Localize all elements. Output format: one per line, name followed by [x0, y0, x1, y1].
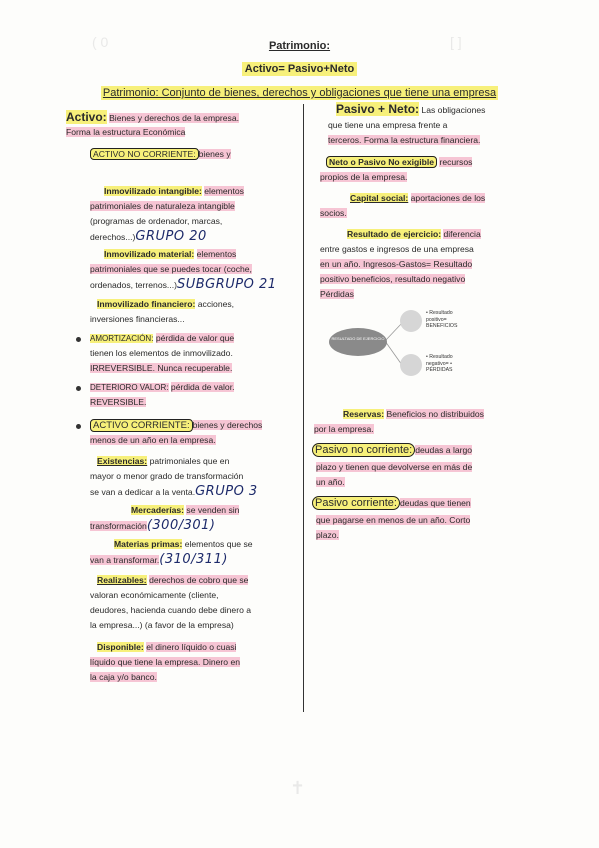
- activo-corriente: ACTIVO CORRIENTE: bienes y derechos: [90, 418, 262, 433]
- pasivo-neto-heading: Pasivo + Neto: Las obligaciones: [336, 102, 486, 116]
- bleed-through-mark: ( 0: [92, 34, 109, 50]
- activo-no-corriente: ACTIVO NO CORRIENTE: bienes y: [90, 147, 231, 162]
- material-line: patrimoniales que se puedes tocar (coche,: [90, 264, 252, 274]
- mercaderias: Mercaderías: se venden sin: [131, 505, 240, 515]
- pasivo-corriente: Pasivo corriente: deudas que tienen: [312, 496, 471, 511]
- capital-social: Capital social: aportaciones de los: [350, 193, 486, 203]
- bullet-marker: [76, 424, 81, 429]
- deterioro-line: REVERSIBLE.: [90, 397, 147, 407]
- pasivo-no-corriente-line: plazo y tienen que devolverse en más de: [316, 462, 473, 472]
- pasivo-corriente-line: plazo.: [316, 530, 339, 540]
- reservas-line: por la empresa.: [314, 424, 374, 434]
- material-line: ordenados, terrenos...)SUBGRUPO 21: [90, 277, 277, 292]
- reservas: Reservas: Beneficios no distribuidos: [343, 409, 484, 419]
- activo-corriente-line: menos de un año en la empresa.: [90, 435, 216, 445]
- resultado-line: Pérdidas: [320, 289, 354, 299]
- mercaderias-line: transformación(300/301): [90, 518, 216, 533]
- intangible-line: (programas de ordenador, marcas,: [90, 216, 223, 226]
- realizables: Realizables: derechos de cobro que se: [97, 575, 249, 585]
- pasivo-no-corriente: Pasivo no corriente: deudas a largo: [312, 443, 472, 458]
- realizables-line: deudores, hacienda cuando debe dinero a: [90, 605, 252, 615]
- pasivo-corriente-line: que pagarse en menos de un año. Corto: [316, 515, 471, 525]
- existencias-line: mayor o menor grado de transformación: [90, 471, 244, 481]
- materias-primas-line: van a transformar.(310/311): [90, 552, 228, 567]
- realizables-line: la empresa...) (a favor de la empresa): [90, 620, 234, 630]
- inmovilizado-intangible: Inmovilizado intangible: elementos: [104, 186, 244, 196]
- disponible-line: líquido que tiene la empresa. Dinero en: [90, 657, 241, 667]
- pasivo-no-corriente-line: un año.: [316, 477, 345, 487]
- inmovilizado-financiero: Inmovilizado financiero: acciones,: [97, 299, 235, 309]
- patrimonio-definition: Patrimonio: Conjunto de bienes, derechos y obligaciones que tiene una empresa: [102, 87, 497, 99]
- activo-heading: Activo: Bienes y derechos de la empresa.: [66, 110, 239, 124]
- diagram-center-node: RESULTADO DE EJERCICIO: [329, 328, 387, 356]
- pasivo-neto-line: que tiene una empresa frente a: [328, 120, 448, 130]
- bullet-marker: [76, 386, 81, 391]
- existencias: Existencias: patrimoniales que en: [97, 456, 230, 466]
- financiero-line: inversiones financieras...: [90, 314, 185, 324]
- intangible-line: patrimoniales de naturaleza intangible: [90, 201, 235, 211]
- capital-social-line: socios.: [320, 208, 347, 218]
- realizables-line: valoran económicamente (cliente,: [90, 590, 219, 600]
- amortizacion-line: IRREVERSIBLE. Nunca recuperable.: [90, 363, 233, 373]
- bullet-marker: [76, 337, 81, 342]
- resultado-line: entre gastos e ingresos de una empresa: [320, 244, 474, 254]
- amortizacion-line: tienen los elementos de inmovilizado.: [90, 348, 233, 358]
- intangible-line: derechos...)GRUPO 20: [90, 229, 207, 244]
- patrimonio-formula: Activo= Pasivo+Neto: [0, 63, 599, 75]
- existencias-line: se van a dedicar a la venta.GRUPO 3: [90, 484, 258, 499]
- diagram-negative-node: [400, 354, 422, 376]
- neto-pasivo-no-exigible: Neto o Pasivo No exigible recursos: [326, 155, 472, 170]
- column-divider: [303, 104, 304, 712]
- page-title: Patrimonio:: [268, 40, 331, 52]
- materias-primas: Materias primas: elementos que se: [114, 539, 253, 549]
- resultado-line: en un año. Ingresos-Gastos= Resultado: [320, 259, 473, 269]
- disponible: Disponible: el dinero líquido o cuasi: [97, 642, 237, 652]
- bleed-through-mark: ✝: [290, 778, 306, 798]
- neto-line: propios de la empresa.: [320, 172, 408, 182]
- inmovilizado-material: Inmovilizado material: elementos: [104, 249, 237, 259]
- amortizacion: AMORTIZACIÓN: pérdida de valor que: [90, 333, 235, 343]
- bleed-through-mark: [ ]: [450, 34, 462, 50]
- activo-description: Forma la estructura Económica: [66, 127, 186, 137]
- disponible-line: la caja y/o banco.: [90, 672, 157, 682]
- diagram-positive-label: • Resultado positivo= BENEFICIOS: [426, 310, 458, 329]
- pasivo-neto-line: terceros. Forma la estructura financiera.: [328, 135, 481, 145]
- resultado-line: positivo beneficios, resultado negativo: [320, 274, 466, 284]
- diagram-negative-label: • Resultado negativo= • PÉRDIDAS: [426, 354, 453, 373]
- diagram-positive-node: [400, 310, 422, 332]
- deterioro-valor: DETERIORO VALOR: pérdida de valor.: [90, 382, 235, 392]
- resultado-ejercicio: Resultado de ejercicio: diferencia: [347, 229, 481, 239]
